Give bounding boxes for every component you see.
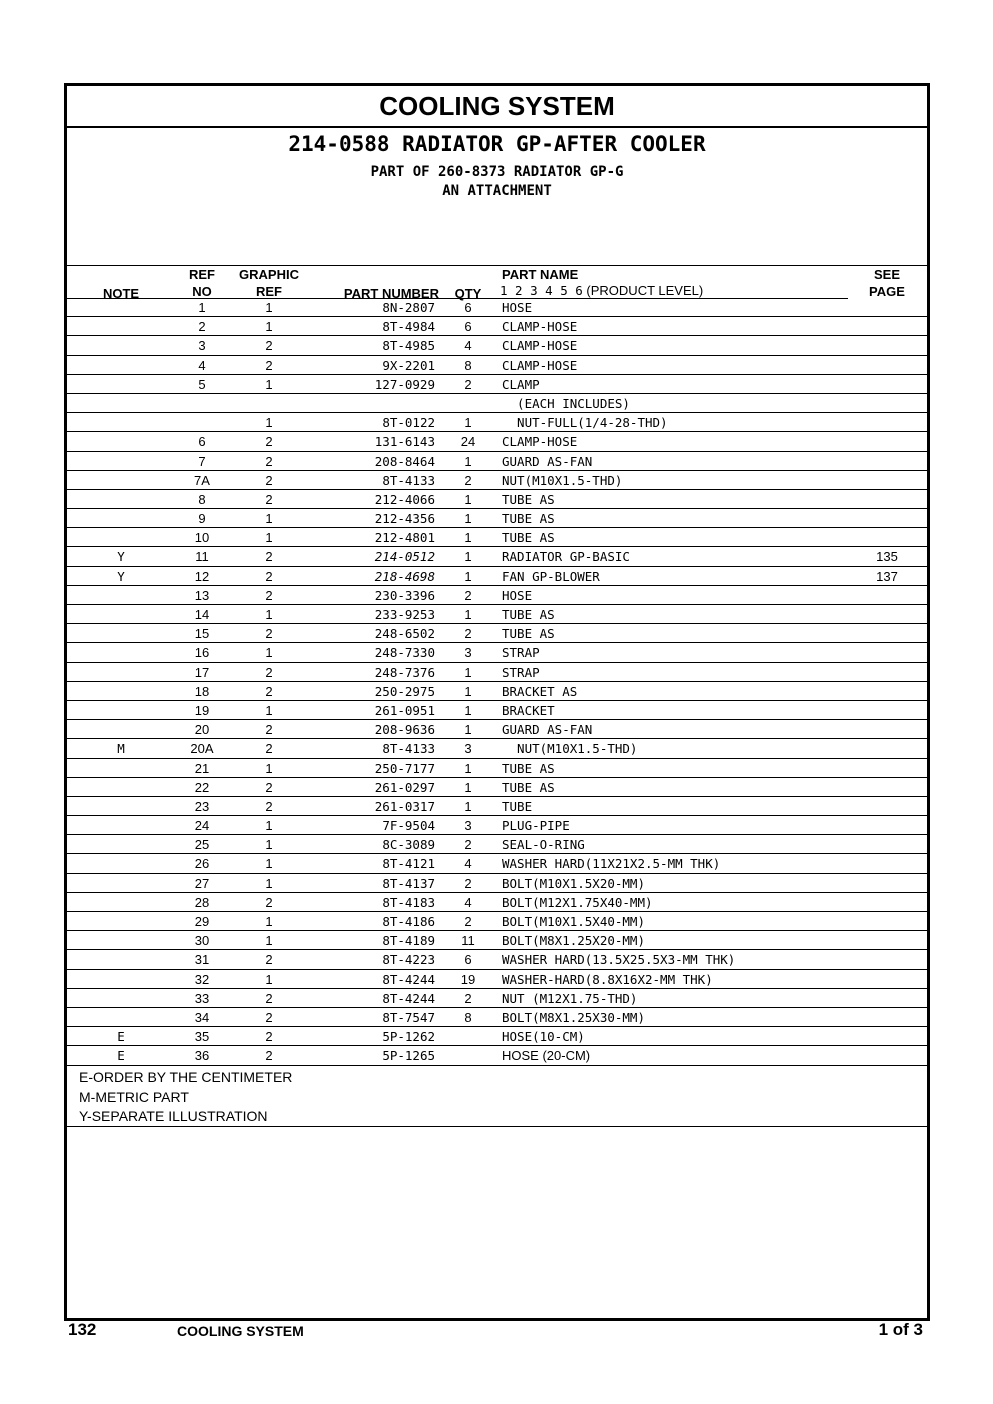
cell-part-number: 8T-4133 (382, 741, 435, 757)
cell-qty: 2 (464, 626, 472, 642)
cell-ref-no: 9 (198, 511, 206, 527)
cell-part-name: TUBE AS (502, 511, 555, 527)
table-row (67, 682, 927, 701)
cell-part-name: WASHER HARD(13.5X25.5X3-MM THK) (502, 952, 736, 968)
cell-graphic-ref: 2 (265, 722, 273, 738)
cell-note: Y (117, 568, 125, 584)
cell-part-name: NUT(M10X1.5-THD) (502, 472, 623, 488)
footer-page-number: 132 (68, 1320, 97, 1339)
cell-part-name: FAN GP-BLOWER (502, 568, 600, 584)
cell-graphic-ref: 1 (265, 607, 273, 622)
table-row (67, 586, 927, 605)
cell-part-number: 218-4698 (374, 568, 435, 584)
cell-qty: 1 (464, 549, 472, 565)
cell-note: E (117, 1029, 125, 1045)
cell-graphic-ref: 2 (265, 664, 273, 680)
table-row (67, 739, 927, 758)
cell-qty: 11 (461, 933, 475, 949)
group-title: 214-0588 RADIATOR GP-AFTER COOLER (288, 132, 706, 156)
cell-ref-no: 36 (194, 1048, 210, 1064)
table-row (67, 701, 927, 720)
cell-part-number: 8T-4137 (382, 875, 435, 891)
table-row (67, 605, 927, 624)
cell-qty: 1 (464, 760, 472, 776)
cell-graphic-ref: 2 (265, 434, 273, 450)
cell-part-number: 8T-4984 (382, 319, 435, 335)
cell-graphic-ref: 2 (265, 1029, 273, 1045)
cell-ref-no: 13 (194, 587, 210, 603)
header-qty: QTY (454, 286, 482, 301)
cell-qty: 8 (464, 357, 472, 373)
cell-part-number: 8T-0122 (382, 415, 435, 431)
cell-part-name: TUBE AS (502, 530, 555, 546)
note-e: E-ORDER BY THE CENTIMETER (79, 1069, 293, 1085)
cell-part-number: 8C-3089 (382, 837, 435, 853)
cell-ref-no: 8 (198, 491, 206, 507)
cell-qty: 2 (464, 587, 472, 603)
cell-ref-no: 35 (194, 1029, 210, 1045)
cell-part-number: 8T-4189 (382, 933, 435, 949)
cell-ref-no: 10 (194, 530, 210, 546)
cell-part-name: GUARD AS-FAN (502, 453, 593, 469)
cell-part-name: RADIATOR GP-BASIC (502, 549, 630, 565)
cell-qty: 3 (464, 818, 472, 834)
cell-graphic-ref: 1 (265, 875, 273, 891)
cell-graphic-ref: 2 (265, 741, 273, 757)
cell-part-name: BOLT(M12X1.75X40-MM) (502, 894, 653, 910)
cell-qty: 1 (464, 607, 472, 622)
cell-part-name: NUT (M12X1.75-THD) (502, 990, 638, 1006)
parts-table (67, 298, 927, 1066)
cell-qty: 1 (464, 415, 472, 431)
header-ref-no-line2: NO (192, 284, 212, 299)
header-note: NOTE (102, 286, 140, 301)
cell-part-name: WASHER-HARD(8.8X16X2-MM THK) (502, 971, 713, 987)
parts-page-frame (64, 83, 930, 1321)
cell-qty: 4 (464, 338, 472, 354)
cell-part-name: BOLT(M8X1.25X20-MM) (502, 933, 645, 949)
table-row (67, 317, 927, 336)
footer-section: COOLING SYSTEM (177, 1323, 304, 1339)
cell-graphic-ref: 2 (265, 453, 273, 469)
cell-part-name: BOLT(M10X1.5X20-MM) (502, 875, 645, 891)
cell-ref-no: 18 (194, 683, 210, 699)
cell-qty: 4 (464, 894, 472, 910)
cell-ref-no: 3 (198, 338, 206, 354)
cell-part-name: BOLT(M8X1.25X30-MM) (502, 1009, 645, 1025)
cell-part-number: 214-0512 (374, 549, 435, 565)
cell-part-name: NUT-FULL(1/4-28-THD) (502, 415, 668, 431)
table-row (67, 931, 927, 950)
cell-part-name: CLAMP-HOSE (502, 338, 578, 354)
cell-part-name: GUARD AS-FAN (502, 722, 593, 738)
cell-qty: 2 (464, 472, 472, 488)
cell-graphic-ref: 2 (265, 568, 273, 584)
cell-graphic-ref: 2 (265, 779, 273, 795)
cell-graphic-ref: 1 (265, 511, 273, 527)
cell-part-name: CLAMP-HOSE (502, 319, 578, 335)
note-y: Y-SEPARATE ILLUSTRATION (79, 1108, 268, 1124)
cell-part-name: CLAMP-HOSE (502, 357, 578, 373)
cell-part-name: TUBE AS (502, 491, 555, 507)
cell-note: M (117, 741, 125, 757)
table-row (67, 336, 927, 355)
table-row (67, 663, 927, 682)
cell-qty: 1 (464, 798, 472, 814)
cell-part-number: 8T-4244 (382, 971, 435, 987)
cell-part-name: TUBE AS (502, 779, 555, 795)
cell-qty: 6 (464, 952, 472, 968)
cell-part-name: HOSE (502, 300, 533, 315)
cell-part-name: STRAP (502, 664, 540, 680)
cell-graphic-ref: 2 (265, 338, 273, 354)
cell-qty: 1 (464, 511, 472, 527)
cell-part-number: 7F-9504 (382, 818, 435, 834)
cell-graphic-ref: 1 (265, 702, 273, 718)
cell-ref-no: 26 (194, 856, 210, 872)
cell-graphic-ref: 2 (265, 491, 273, 507)
cell-ref-no: 21 (194, 760, 210, 776)
table-row (67, 528, 927, 547)
cell-graphic-ref: 2 (265, 587, 273, 603)
cell-part-number: 127-0929 (374, 376, 435, 392)
table-row (67, 490, 927, 509)
cell-graphic-ref: 2 (265, 1009, 273, 1025)
table-row (67, 835, 927, 854)
cell-part-name: TUBE (502, 798, 533, 814)
cell-part-number: 250-2975 (374, 683, 435, 699)
table-row (67, 759, 927, 778)
cell-qty: 2 (464, 875, 472, 891)
cell-ref-no: 32 (194, 971, 210, 987)
table-row (67, 356, 927, 375)
cell-graphic-ref: 1 (265, 818, 273, 834)
cell-ref-no: 4 (198, 357, 206, 373)
cell-graphic-ref: 2 (265, 549, 273, 565)
header-see-page-line1: SEE (873, 267, 900, 282)
table-row (67, 893, 927, 912)
cell-ref-no: 16 (194, 645, 210, 661)
table-row (67, 624, 927, 643)
header-graphic-ref-line2: REF (256, 284, 282, 299)
table-row (67, 854, 927, 873)
cell-graphic-ref: 1 (265, 837, 273, 853)
header-ref-no-line1: REF (189, 267, 215, 282)
cell-ref-no: 33 (194, 990, 210, 1006)
cell-part-number: 8T-4985 (382, 338, 435, 354)
cell-qty: 1 (464, 568, 472, 584)
table-row (67, 797, 927, 816)
table-row (67, 989, 927, 1008)
cell-part-name: CLAMP-HOSE (502, 434, 578, 450)
cell-ref-no: 6 (198, 434, 206, 450)
cell-graphic-ref: 1 (265, 530, 273, 546)
cell-qty: 2 (464, 376, 472, 392)
cell-ref-no: 15 (194, 626, 210, 642)
cell-graphic-ref: 1 (265, 319, 273, 335)
table-row (67, 874, 927, 893)
cell-qty: 24 (460, 434, 476, 450)
table-row (67, 471, 927, 490)
cell-part-number: 8T-4121 (382, 856, 435, 872)
cell-ref-no: 20A (190, 741, 214, 757)
cell-ref-no: 5 (198, 376, 206, 392)
table-row (67, 298, 927, 317)
cell-part-number: 8T-4133 (382, 472, 435, 488)
cell-qty: 6 (464, 300, 472, 315)
cell-graphic-ref: 2 (265, 1048, 273, 1064)
cell-part-number: 233-9253 (374, 607, 435, 622)
table-row (67, 950, 927, 969)
cell-ref-no: 22 (194, 779, 210, 795)
header-product-levels (500, 283, 703, 298)
header-product-level-label: (PRODUCT LEVEL) (586, 283, 704, 298)
cell-note: Y (117, 549, 125, 565)
cell-part-number: 212-4801 (374, 530, 435, 546)
cell-ref-no: 31 (194, 952, 210, 968)
cell-part-name: BOLT(M10X1.5X40-MM) (502, 914, 645, 929)
cell-qty: 1 (464, 453, 472, 469)
cell-part-number: 248-7376 (374, 664, 435, 680)
table-row (67, 643, 927, 662)
cell-ref-no: 1 (198, 300, 206, 315)
cell-ref-no: 34 (194, 1009, 210, 1025)
cell-ref-no: 20 (194, 722, 210, 738)
header-part-name: PART NAME (502, 267, 579, 282)
table-row (67, 1027, 927, 1046)
cell-part-number: 261-0951 (374, 702, 435, 718)
cell-qty: 4 (464, 856, 472, 872)
cell-qty: 1 (464, 683, 472, 699)
table-row (67, 1008, 927, 1027)
cell-part-name: TUBE AS (502, 607, 555, 622)
cell-part-number: 248-7330 (374, 645, 435, 661)
cell-graphic-ref: 1 (265, 933, 273, 949)
cell-part-name: PLUG-PIPE (502, 818, 570, 834)
cell-graphic-ref: 2 (265, 472, 273, 488)
cell-ref-no: 23 (194, 798, 210, 814)
cell-graphic-ref: 2 (265, 626, 273, 642)
cell-part-name: CLAMP (502, 376, 540, 392)
cell-ref-no: 24 (194, 818, 210, 834)
cell-qty: 2 (464, 990, 472, 1006)
cell-part-name: (EACH INCLUDES) (502, 395, 630, 411)
table-row (67, 547, 927, 566)
cell-qty: 1 (464, 722, 472, 738)
cell-qty: 1 (464, 491, 472, 507)
cell-see-page: 137 (876, 568, 898, 584)
cell-part-number: 230-3396 (374, 587, 435, 603)
cell-ref-no: 25 (194, 837, 210, 853)
notes-legend (79, 1068, 292, 1127)
table-row (67, 816, 927, 835)
cell-qty: 2 (464, 837, 472, 853)
cell-qty: 8 (464, 1009, 472, 1025)
cell-qty: 1 (464, 664, 472, 680)
header-graphic-ref-line1: GRAPHIC (239, 267, 299, 282)
table-row (67, 1046, 927, 1065)
cell-qty: 3 (464, 645, 472, 661)
cell-qty: 6 (464, 319, 472, 335)
table-row (67, 413, 927, 432)
cell-graphic-ref: 2 (265, 990, 273, 1006)
attachment-line: AN ATTACHMENT (442, 183, 552, 199)
cell-part-number: 8T-4223 (382, 952, 435, 968)
cell-ref-no: 30 (194, 933, 210, 949)
table-row (67, 432, 927, 451)
table-row (67, 452, 927, 471)
cell-ref-no: 11 (195, 549, 209, 565)
cell-graphic-ref: 2 (265, 798, 273, 814)
cell-part-name: SEAL-O-RING (502, 837, 585, 853)
cell-part-number: 212-4356 (374, 511, 435, 527)
cell-part-number: 5P-1265 (382, 1048, 435, 1064)
header-part-number: PART NUMBER (343, 286, 439, 301)
cell-ref-no: 17 (194, 664, 210, 680)
footer-page-of: 1 of 3 (878, 1320, 923, 1339)
cell-ref-no: 19 (194, 702, 210, 718)
cell-part-number: 261-0317 (374, 798, 435, 814)
cell-graphic-ref: 1 (265, 645, 273, 661)
cell-ref-no: 28 (194, 894, 210, 910)
cell-part-number: 8T-4186 (382, 914, 435, 929)
table-row (67, 778, 927, 797)
cell-graphic-ref: 2 (265, 894, 273, 910)
cell-graphic-ref: 1 (265, 914, 273, 929)
cell-part-number: 261-0297 (374, 779, 435, 795)
cell-graphic-ref: 1 (265, 300, 273, 315)
cell-part-name: STRAP (502, 645, 540, 661)
cell-graphic-ref: 2 (265, 683, 273, 699)
cell-graphic-ref: 1 (265, 856, 273, 872)
cell-qty: 1 (464, 702, 472, 718)
header-ref-no (172, 266, 232, 300)
cell-ref-no: 27 (194, 875, 210, 891)
cell-part-number: 8T-7547 (382, 1009, 435, 1025)
cell-graphic-ref: 1 (265, 376, 273, 392)
cell-part-number: 208-9636 (374, 722, 435, 738)
header-see-page (857, 266, 917, 300)
header-graphic-ref (229, 266, 309, 300)
cell-ref-no: 7A (194, 472, 210, 488)
cell-part-name: BRACKET (502, 702, 555, 718)
cell-qty: 3 (464, 741, 472, 757)
table-row (67, 720, 927, 739)
header-see-page-line2: PAGE (869, 284, 905, 299)
cell-part-number: 208-8464 (374, 453, 435, 469)
cell-part-name: BRACKET AS (502, 683, 578, 699)
cell-part-number: 248-6502 (374, 626, 435, 642)
cell-part-number: 5P-1262 (382, 1029, 435, 1045)
table-row (67, 394, 927, 413)
cell-part-name: NUT(M10X1.5-THD) (502, 741, 638, 757)
cell-part-name: TUBE AS (502, 760, 555, 776)
cell-part-name: WASHER HARD(11X21X2.5-MM THK) (502, 856, 721, 872)
cell-ref-no: 12 (194, 568, 210, 584)
cell-graphic-ref: 2 (265, 357, 273, 373)
section-title: COOLING SYSTEM (67, 86, 927, 128)
table-row (67, 912, 927, 931)
cell-ref-no: 2 (198, 319, 206, 335)
cell-part-number: 131-6143 (374, 434, 435, 450)
cell-part-number: 212-4066 (374, 491, 435, 507)
cell-part-name: HOSE (20-CM) (502, 1048, 591, 1064)
cell-ref-no: 7 (198, 453, 206, 469)
cell-part-name: HOSE (502, 587, 533, 603)
cell-graphic-ref: 1 (265, 415, 273, 431)
note-m: M-METRIC PART (79, 1088, 189, 1105)
header-levels-digits: 1 2 3 4 5 6 (500, 283, 583, 298)
cell-qty: 1 (464, 779, 472, 795)
cell-qty: 1 (464, 530, 472, 546)
cell-qty: 19 (460, 971, 476, 987)
cell-part-number: 9X-2201 (382, 357, 435, 373)
cell-graphic-ref: 1 (265, 971, 273, 987)
cell-see-page: 135 (876, 549, 898, 565)
table-row (67, 509, 927, 528)
cell-qty: 2 (464, 914, 472, 929)
cell-graphic-ref: 1 (265, 760, 273, 776)
table-row (67, 970, 927, 989)
cell-part-number: 250-7177 (374, 760, 435, 776)
cell-part-name: TUBE AS (502, 626, 555, 642)
cell-part-number: 8N-2807 (382, 300, 435, 315)
notes-divider (67, 1126, 927, 1127)
cell-note: E (117, 1048, 125, 1064)
cell-ref-no: 14 (194, 607, 210, 622)
cell-part-name: HOSE(10-CM) (502, 1029, 585, 1045)
cell-ref-no: 29 (194, 914, 210, 929)
table-row (67, 567, 927, 586)
cell-part-number: 8T-4183 (382, 894, 435, 910)
part-of-line: PART OF 260-8373 RADIATOR GP-G (370, 164, 624, 180)
table-row (67, 375, 927, 394)
cell-graphic-ref: 2 (265, 952, 273, 968)
cell-part-number: 8T-4244 (382, 990, 435, 1006)
